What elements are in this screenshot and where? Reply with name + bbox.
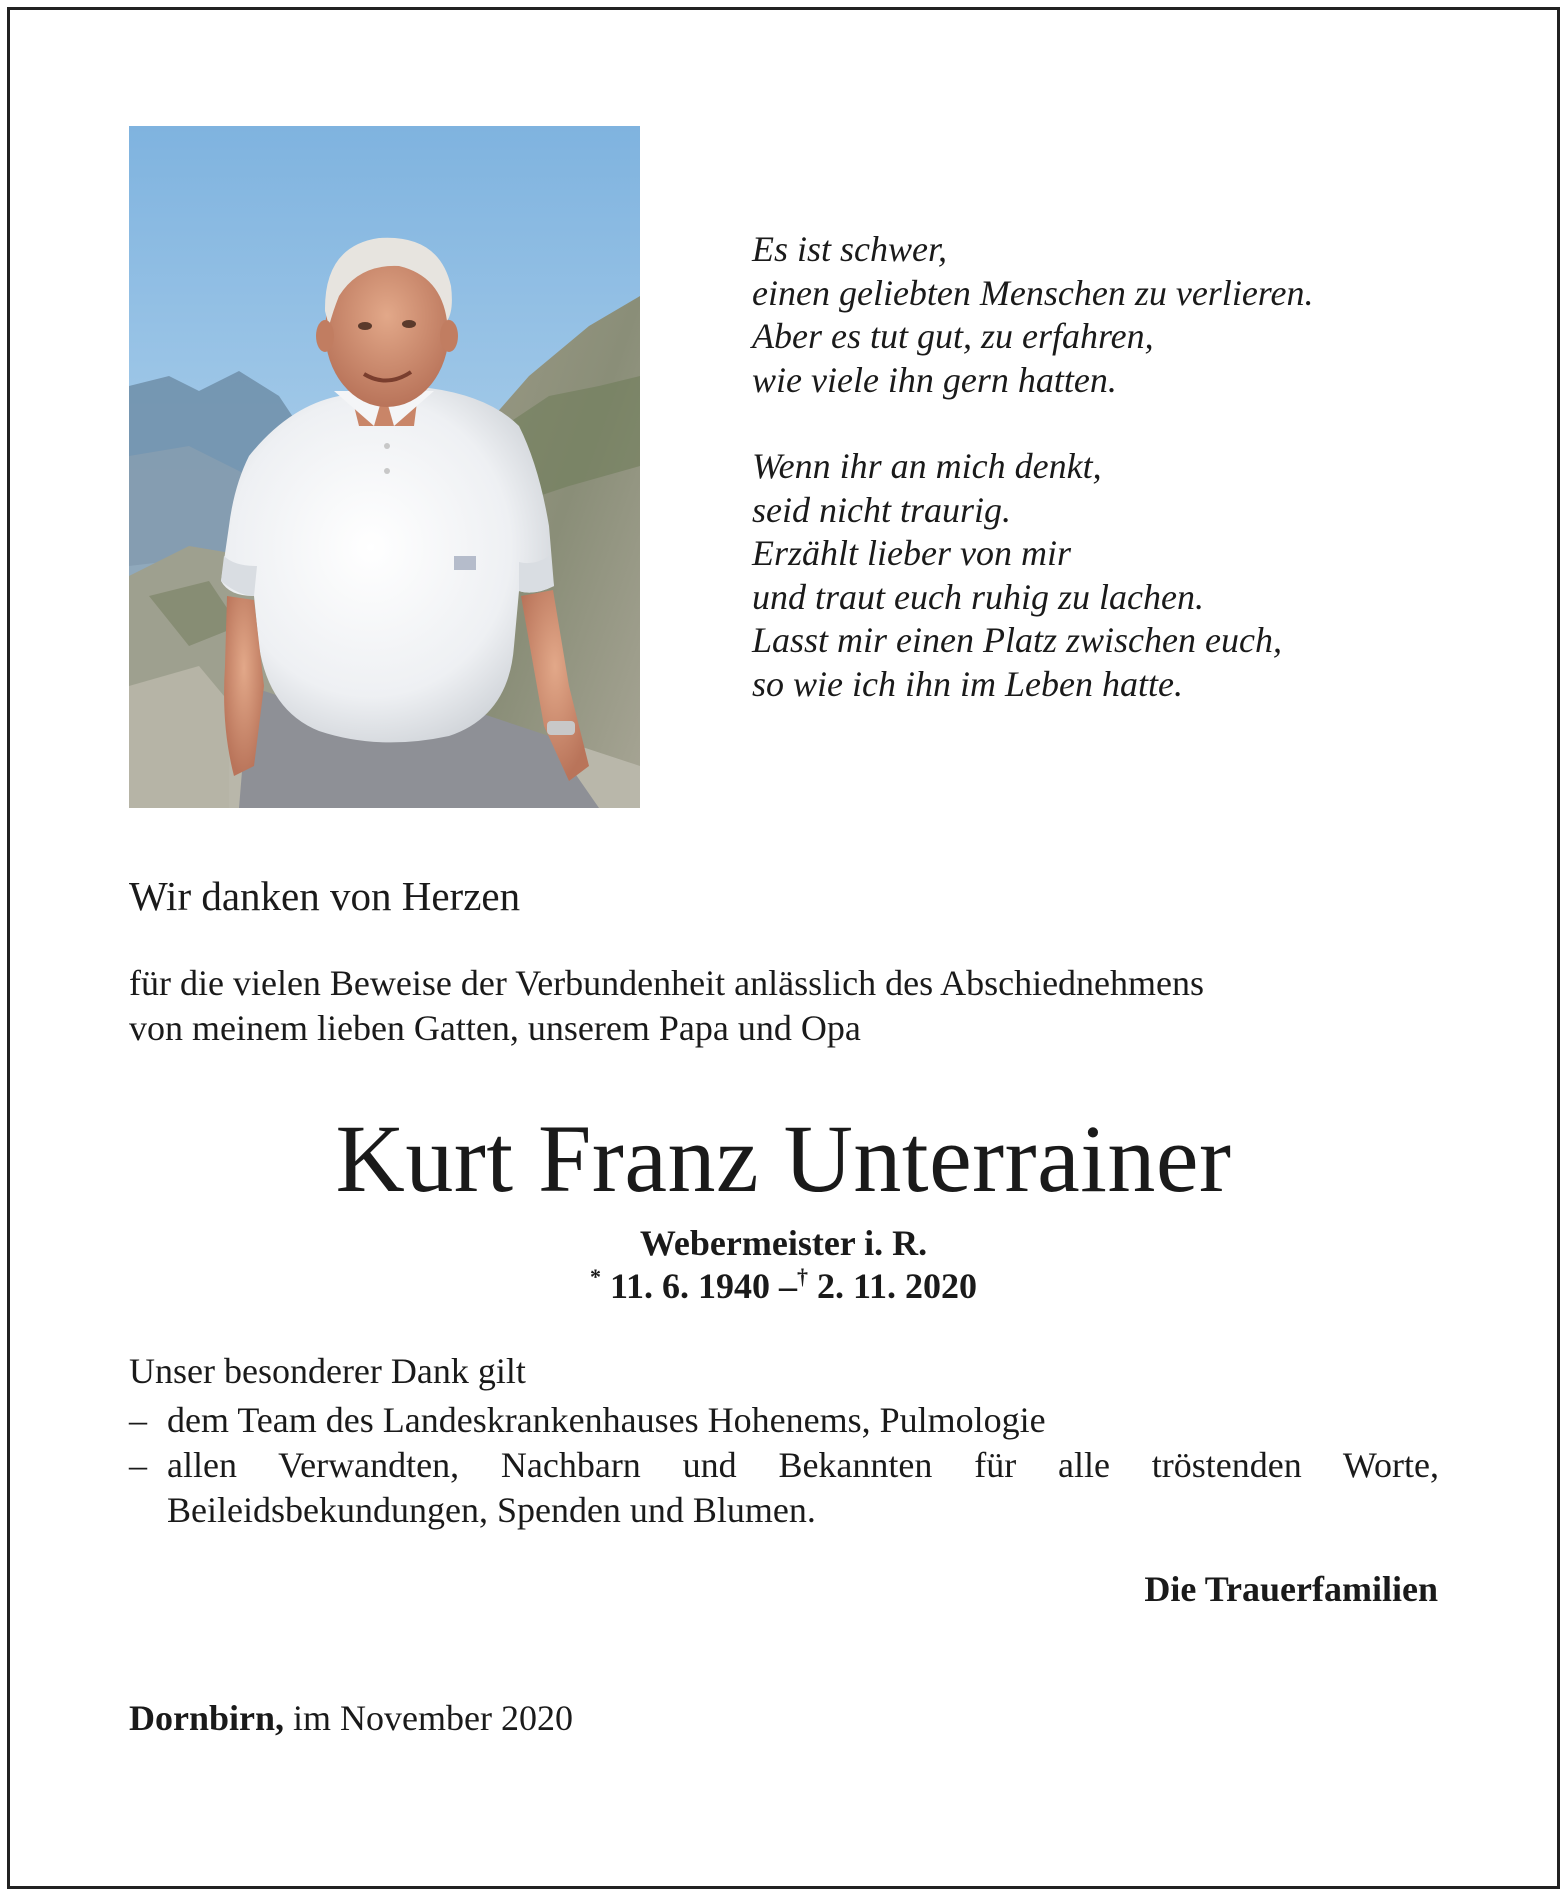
poem-line: Aber es tut gut, zu erfahren, — [752, 316, 1154, 356]
list-item-text — [167, 1443, 1439, 1533]
poem-line: Es ist schwer, — [752, 229, 948, 269]
special-thanks-list — [129, 1398, 1439, 1533]
death-symbol: † — [797, 1264, 808, 1289]
list-item — [129, 1443, 1439, 1533]
birth-symbol: * — [589, 1264, 601, 1289]
list-item-line: Beileidsbekundungen, Spenden und Blumen. — [167, 1490, 816, 1530]
poem-line: und traut euch ruhig zu lachen. — [752, 576, 1204, 617]
list-item-text — [167, 1398, 1439, 1443]
place-date-line — [129, 1697, 573, 1739]
poem-line: seid nicht traurig. — [752, 489, 1011, 530]
signature: Die Trauerfamilien — [1144, 1569, 1438, 1609]
poem-line: einen geliebten Menschen zu verlieren. — [752, 272, 1314, 313]
poem-line: wie viele ihn gern hatten. — [752, 359, 1117, 400]
list-dash: – — [129, 1400, 147, 1440]
poem-stanza — [752, 228, 1452, 402]
place-date: im November 2020 — [293, 1698, 573, 1738]
date-separator: – — [779, 1266, 797, 1306]
death-date: 2. 11. 2020 — [817, 1266, 978, 1306]
birth-date: 11. 6. 1940 — [609, 1266, 770, 1306]
deceased-name: Kurt Franz Unterrainer — [335, 1105, 1232, 1212]
poem-line: so wie ich ihn im Leben hatte. — [752, 663, 1183, 704]
poem-line: Lasst mir einen Platz zwischen euch, — [752, 620, 1282, 660]
list-dash: – — [129, 1445, 147, 1485]
poem-stanza — [752, 445, 1452, 706]
list-item-line: allen Verwandten, Nachbarn und Bekannten für alle tröstenden Worte, — [167, 1445, 1439, 1485]
list-item-line: dem Team des Landeskrankenhauses Hohenems, Pulmologie — [167, 1400, 1046, 1440]
poem — [752, 228, 1452, 749]
poem-line: Wenn ihr an mich denkt, — [752, 446, 1102, 486]
deceased-title: Webermeister i. R. — [639, 1223, 928, 1263]
poem-line: Erzählt lieber von mir — [752, 533, 1071, 573]
intro-line-1: für die vielen Beweise der Verbundenheit anlässlich des Abschiednehmens — [129, 963, 1205, 1003]
thanks-heading: Wir danken von Herzen — [129, 873, 521, 919]
intro-line-2: von meinem lieben Gatten, unserem Papa und Opa — [129, 1008, 861, 1048]
portrait-photo — [129, 126, 640, 808]
place-city: Dornbirn, — [129, 1698, 285, 1738]
list-item — [129, 1398, 1439, 1443]
intro-text — [129, 961, 1204, 1051]
special-thanks-heading: Unser besonderer Dank gilt — [129, 1351, 526, 1391]
portrait-image — [129, 126, 640, 808]
life-dates — [0, 1264, 1567, 1307]
